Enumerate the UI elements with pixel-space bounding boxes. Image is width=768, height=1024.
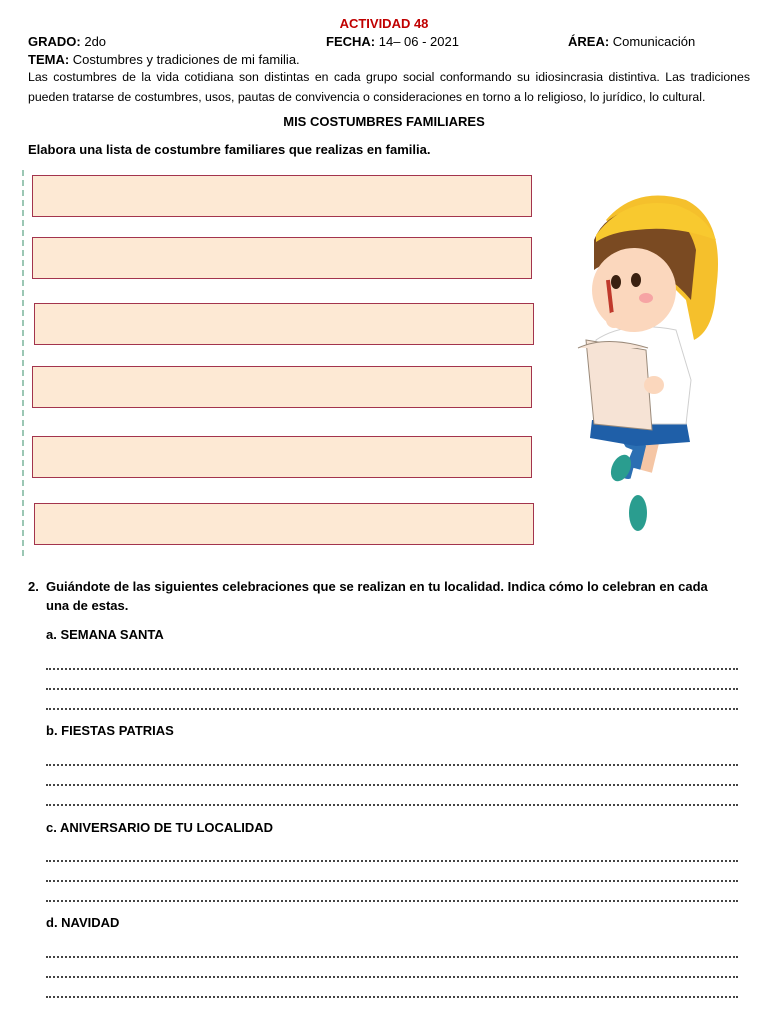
question-text-line2: una de estas. bbox=[46, 598, 129, 613]
section-instruction: Elabora una lista de costumbre familiares que realizas en familia. bbox=[28, 142, 431, 157]
answer-line[interactable] bbox=[46, 846, 738, 862]
area-field bbox=[568, 34, 695, 49]
answer-box[interactable] bbox=[32, 237, 532, 279]
intro-paragraph: Las costumbres de la vida cotidiana son distintas en cada grupo social conformando su idiosincrasia distintiva. Las tradiciones pueden tratarse de costumbres, usos, pautas de convivencia o consideraciones en torno a lo religioso, lo jurídico, lo cultural. bbox=[28, 70, 750, 104]
topic-value: Costumbres y tradiciones de mi familia. bbox=[72, 52, 300, 67]
activity-title: ACTIVIDAD 48 bbox=[339, 16, 429, 31]
answer-line[interactable] bbox=[46, 654, 738, 670]
celebration-heading: b. FIESTAS PATRIAS bbox=[46, 723, 174, 738]
area-value: Comunicación bbox=[612, 34, 696, 49]
answer-box[interactable] bbox=[34, 303, 534, 345]
question-2 bbox=[28, 577, 750, 615]
answer-line[interactable] bbox=[46, 750, 738, 766]
question-text-line1: Guiándote de las siguientes celebraciones que se realizan en tu localidad. Indica cómo lo celebran en cada bbox=[46, 579, 708, 594]
answer-line[interactable] bbox=[46, 866, 738, 882]
grade-value: 2do bbox=[84, 34, 107, 49]
celebration-heading: d. NAVIDAD bbox=[46, 915, 120, 930]
answer-box[interactable] bbox=[32, 436, 532, 478]
grade-field bbox=[28, 34, 106, 49]
answer-line[interactable] bbox=[46, 886, 738, 902]
date-value: 14– 06 - 2021 bbox=[378, 34, 459, 49]
celebration-heading: a. SEMANA SANTA bbox=[46, 627, 164, 642]
section-title: MIS COSTUMBRES FAMILIARES bbox=[283, 114, 485, 129]
answer-line[interactable] bbox=[46, 790, 738, 806]
answer-line[interactable] bbox=[46, 674, 738, 690]
celebration-heading: c. ANIVERSARIO DE TU LOCALIDAD bbox=[46, 820, 274, 835]
dashed-margin-line bbox=[22, 170, 24, 556]
answer-box[interactable] bbox=[32, 366, 532, 408]
answer-line[interactable] bbox=[46, 982, 738, 998]
child-writing-illustration bbox=[566, 180, 746, 540]
date-label: FECHA: bbox=[326, 34, 376, 49]
answer-line[interactable] bbox=[46, 694, 738, 710]
answer-box[interactable] bbox=[34, 503, 534, 545]
topic-line bbox=[28, 52, 300, 67]
date-field bbox=[326, 34, 459, 49]
answer-line[interactable] bbox=[46, 942, 738, 958]
topic-label: TEMA: bbox=[28, 52, 70, 67]
grade-label: GRADO: bbox=[28, 34, 81, 49]
answer-box[interactable] bbox=[32, 175, 532, 217]
area-label: ÁREA: bbox=[568, 34, 610, 49]
question-number: 2. bbox=[28, 579, 39, 594]
answer-line[interactable] bbox=[46, 962, 738, 978]
answer-line[interactable] bbox=[46, 770, 738, 786]
